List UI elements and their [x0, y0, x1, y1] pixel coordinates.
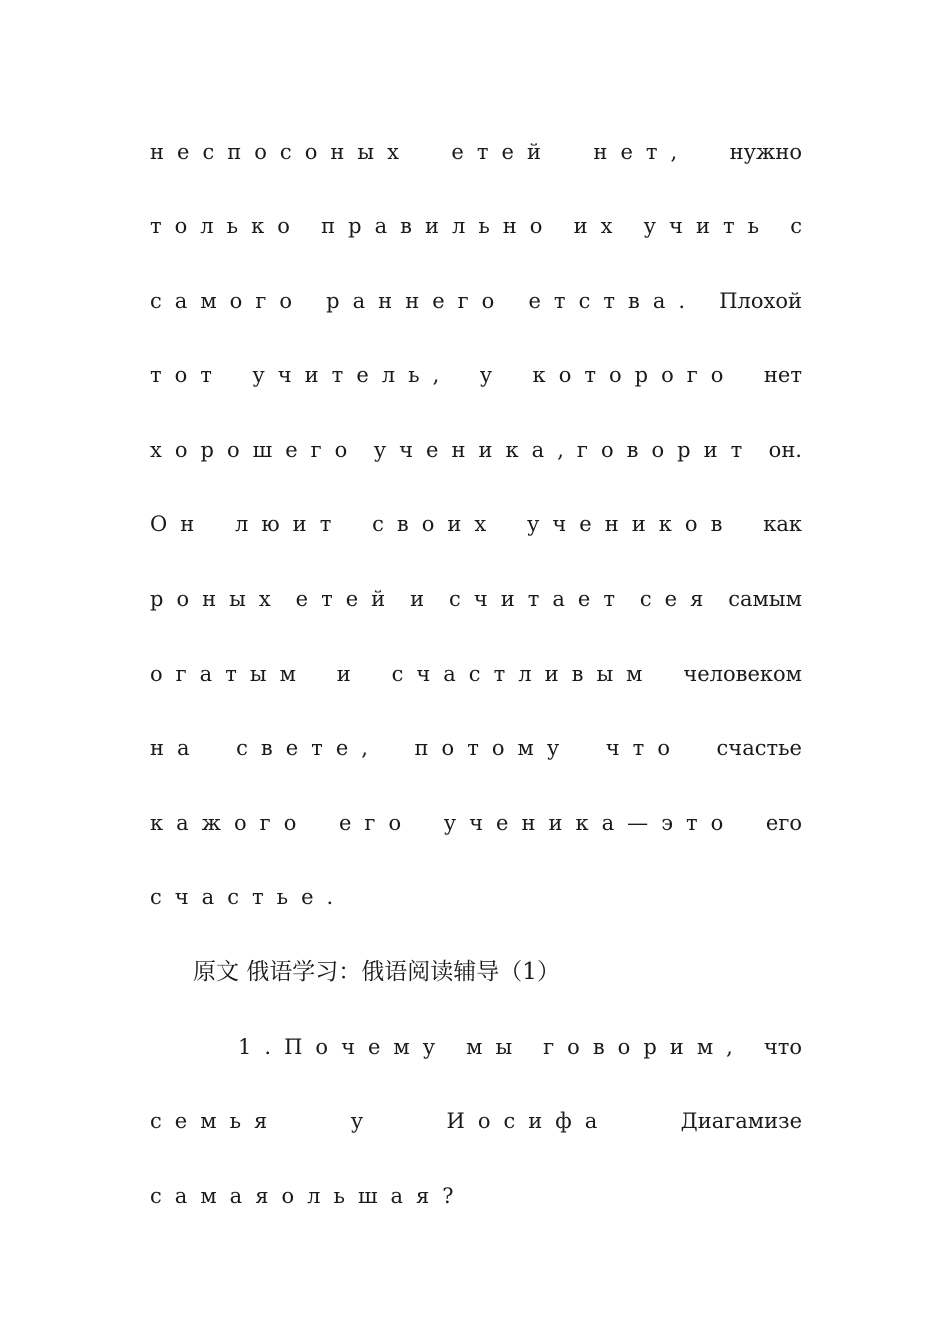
- word: роных: [150, 587, 284, 611]
- question-line: [238, 1027, 802, 1067]
- text-line: [150, 728, 802, 768]
- word: самого: [150, 289, 306, 313]
- word: учитель,: [252, 363, 453, 387]
- word: их: [573, 214, 626, 238]
- word: хорошего: [150, 438, 361, 462]
- word: что: [763, 1035, 802, 1059]
- word: неспосоных: [150, 140, 412, 164]
- word: что: [605, 736, 683, 760]
- word: нужно: [729, 140, 802, 164]
- word: только: [150, 214, 303, 238]
- word: кажого: [150, 811, 310, 835]
- word: человеком: [683, 662, 802, 686]
- word: и: [336, 662, 364, 686]
- word: учеников: [527, 512, 736, 536]
- word: на: [150, 736, 203, 760]
- word: Плохой: [719, 289, 802, 313]
- text-line: [150, 281, 802, 321]
- word: нет,: [593, 140, 691, 164]
- question-line: [150, 1101, 802, 1141]
- word: сея: [639, 587, 717, 611]
- word: раннего: [326, 289, 508, 313]
- word: потому: [414, 736, 573, 760]
- word: он.: [768, 438, 802, 462]
- word: учить: [643, 214, 773, 238]
- word: огатым: [150, 662, 309, 686]
- word: тот: [150, 363, 225, 387]
- word: счастливым: [391, 662, 656, 686]
- word: Диагамизе: [680, 1109, 802, 1133]
- word: самым: [728, 587, 802, 611]
- word: етства.: [528, 289, 699, 313]
- word: его: [765, 811, 802, 835]
- word: Он: [150, 512, 208, 536]
- word: которого: [532, 363, 737, 387]
- word: с: [790, 214, 802, 238]
- word: семья: [150, 1109, 281, 1133]
- word: его: [338, 811, 415, 835]
- word: как: [763, 512, 802, 536]
- text-line: [150, 504, 802, 544]
- text-line: [150, 877, 802, 917]
- word: етей: [295, 587, 399, 611]
- word: у: [479, 363, 506, 387]
- question-line: [150, 1176, 802, 1216]
- text-line: [150, 654, 802, 694]
- word: люит: [235, 512, 345, 536]
- word: правильно: [321, 214, 556, 238]
- word: Иосифа: [446, 1109, 611, 1133]
- word: мы: [466, 1035, 526, 1059]
- word: ученика,говорит: [373, 438, 756, 462]
- section-heading: 原文 俄语学习：俄语阅读辅导（1）: [193, 959, 560, 985]
- word: счастье.: [150, 885, 347, 909]
- word: нет: [763, 363, 802, 387]
- text-line: [150, 803, 802, 843]
- word: у: [350, 1109, 377, 1133]
- text-line: [150, 355, 802, 395]
- word: 1.Почему: [238, 1035, 449, 1059]
- word: ученика—это: [443, 811, 737, 835]
- word: своих: [372, 512, 500, 536]
- text-line: [150, 430, 802, 470]
- word: считает: [449, 587, 628, 611]
- word: самая: [150, 1184, 282, 1208]
- word: счастье: [716, 736, 802, 760]
- word: етей: [451, 140, 554, 164]
- text-line: [150, 579, 802, 619]
- text-line: [150, 132, 802, 172]
- word: и: [410, 587, 438, 611]
- word: говорим,: [543, 1035, 746, 1059]
- text-line: [150, 206, 802, 246]
- word: свете,: [236, 736, 381, 760]
- word: ольшая?: [281, 1184, 467, 1208]
